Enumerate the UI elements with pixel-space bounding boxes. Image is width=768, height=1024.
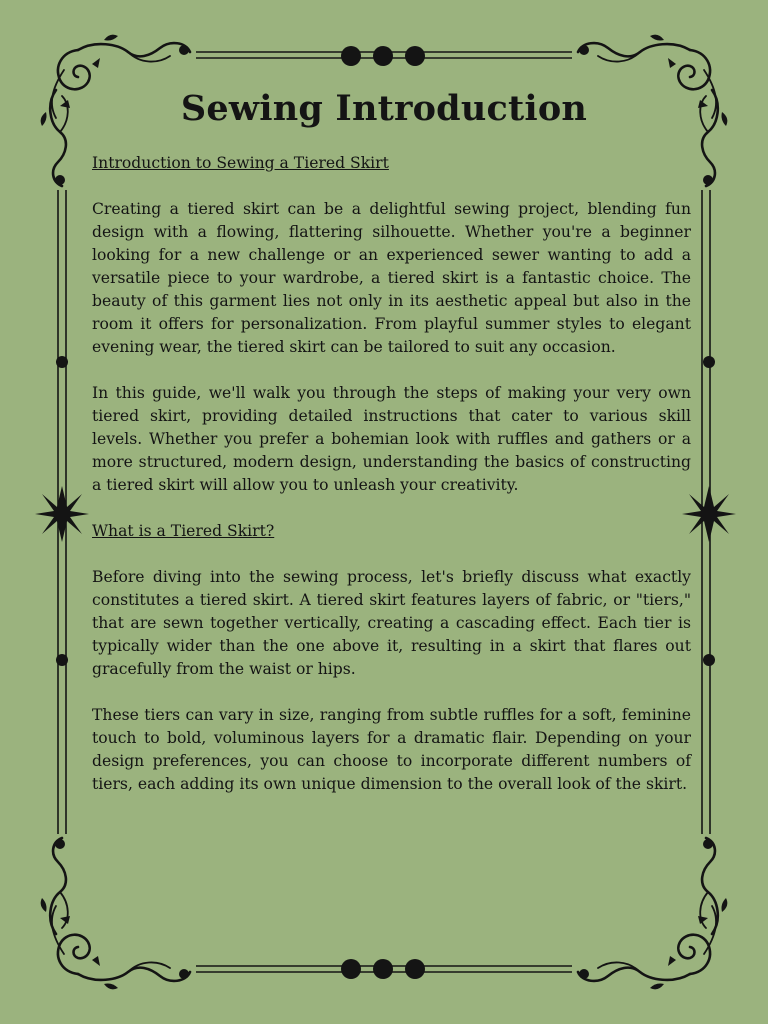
section-heading-intro: Introduction to Sewing a Tiered Skirt [92,154,389,172]
paragraph-variations: These tiers can vary in size, ranging from subtle ruffles for a soft, feminine touch to bold, voluminous layers for a dramatic flair. Depending on your design preferences, you can choose to incorporate different numbers of tiers, each adding its own unique dimension to the overall look of the skirt. [92,706,691,793]
section-heading-what-is: What is a Tiered Skirt? [92,522,275,540]
paragraph-definition: Before diving into the sewing process, let's briefly discuss what exactly constitutes a tiered skirt. A tiered skirt features layers of fabric, or "tiers," that are sewn together vertically, creating a cascading effect. Each tier is typically wider than the one above it, resulting in a skirt that flares out gracefully from the waist or hips. [92,568,691,678]
paragraph-intro: Creating a tiered skirt can be a delightful sewing project, blending fun design with a flowing, flattering silhouette. Whether you're a beginner looking for a new challenge or an experienced sewer wanting to add a versatile piece to your wardrobe, a tiered skirt is a fantastic choice. The beauty of this garment lies not only in its aesthetic appeal but also in the room it offers for personalization. From playful summer styles to elegant evening wear, the tiered skirt can be tailored to suit any occasion. [92,200,691,356]
document-body [92,152,691,819]
paragraph-guide: In this guide, we'll walk you through the steps of making your very own tiered skirt, providing detailed instructions that cater to various skill levels. Whether you prefer a bohemian look with ruffles and gathers or a more structured, modern design, understanding the basics of constructing a tiered skirt will allow you to unleash your creativity. [92,384,691,494]
page-title: Sewing Introduction [180,88,588,129]
